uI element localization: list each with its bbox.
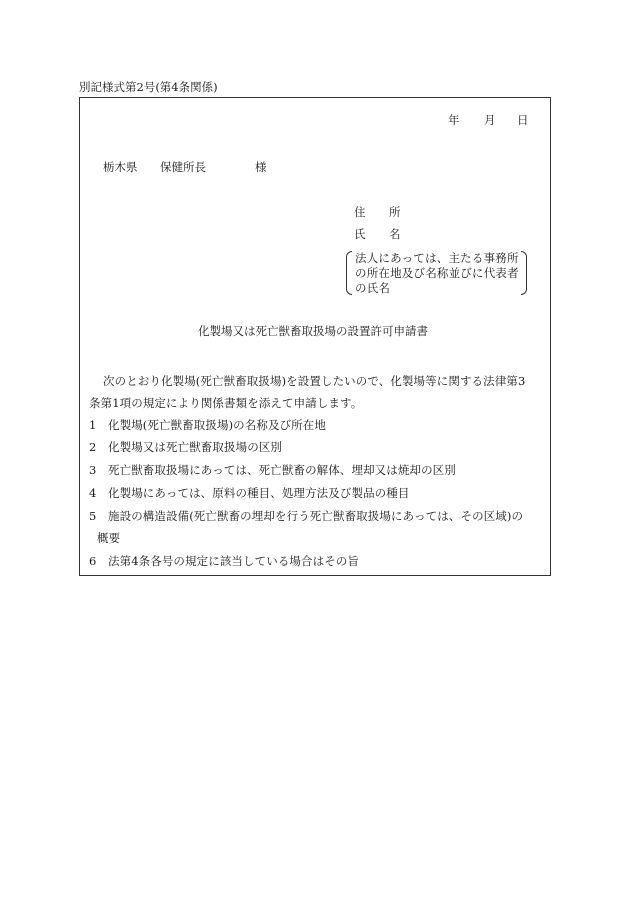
item-number: 4 — [89, 486, 97, 500]
item-number: 2 — [89, 440, 97, 454]
item-text: 化製場(死亡獣畜取扱場)の名称及び所在地 — [108, 418, 326, 432]
addressee-prefecture: 栃木県 — [103, 160, 138, 174]
form-number-header: 別記様式第2号(第4条関係) — [79, 80, 218, 94]
addressee-honorific: 様 — [255, 160, 267, 174]
application-title: 化製場又は死亡獣畜取扱場の設置許可申請書 — [198, 324, 428, 338]
item-number: 1 — [89, 418, 97, 432]
addressee-office: 保健所長 — [160, 160, 206, 174]
corporation-note-line: の所在地及び名称並びに代表者 — [355, 266, 519, 280]
item-text: 法第4条各号の規定に該当している場合はその旨 — [108, 554, 360, 568]
corporation-note-line: 法人にあっては、主たる事務所 — [355, 251, 519, 265]
item-number: 6 — [89, 554, 97, 568]
item-text: 化製場又は死亡獣畜取扱場の区別 — [108, 440, 282, 454]
corporation-note-line: の氏名 — [355, 281, 391, 295]
intro-line-2: 条第1項の規定により関係書類を添えて申請します。 — [89, 396, 363, 410]
item-number: 3 — [89, 463, 97, 477]
item-text: 化製場にあっては、原料の種目、処理方法及び製品の種目 — [108, 486, 410, 500]
item-text: 死亡獣畜取扱場にあっては、死亡獣畜の解体、埋却又は焼却の区別 — [108, 463, 456, 477]
item-text-continuation: 概要 — [97, 531, 121, 545]
corporation-note-bracket — [346, 251, 527, 295]
corporation-note — [355, 251, 519, 296]
item-text: 施設の構造設備(死亡獣畜の埋却を行う死亡獣畜取扱場にあっては、その区域)の — [108, 509, 524, 523]
applicant-address-label: 住 所 — [354, 205, 407, 219]
intro-line-1: 次のとおり化製場(死亡獣畜取扱場)を設置したいので、化製場等に関する法律第3 — [103, 374, 526, 388]
left-bracket — [346, 251, 352, 295]
item-number: 5 — [89, 509, 97, 523]
date-year-label: 年 — [448, 113, 460, 127]
date-day-label: 日 — [517, 113, 529, 127]
applicant-name-label: 氏 名 — [354, 227, 407, 241]
right-bracket — [521, 251, 527, 295]
date-month-label: 月 — [484, 113, 496, 127]
